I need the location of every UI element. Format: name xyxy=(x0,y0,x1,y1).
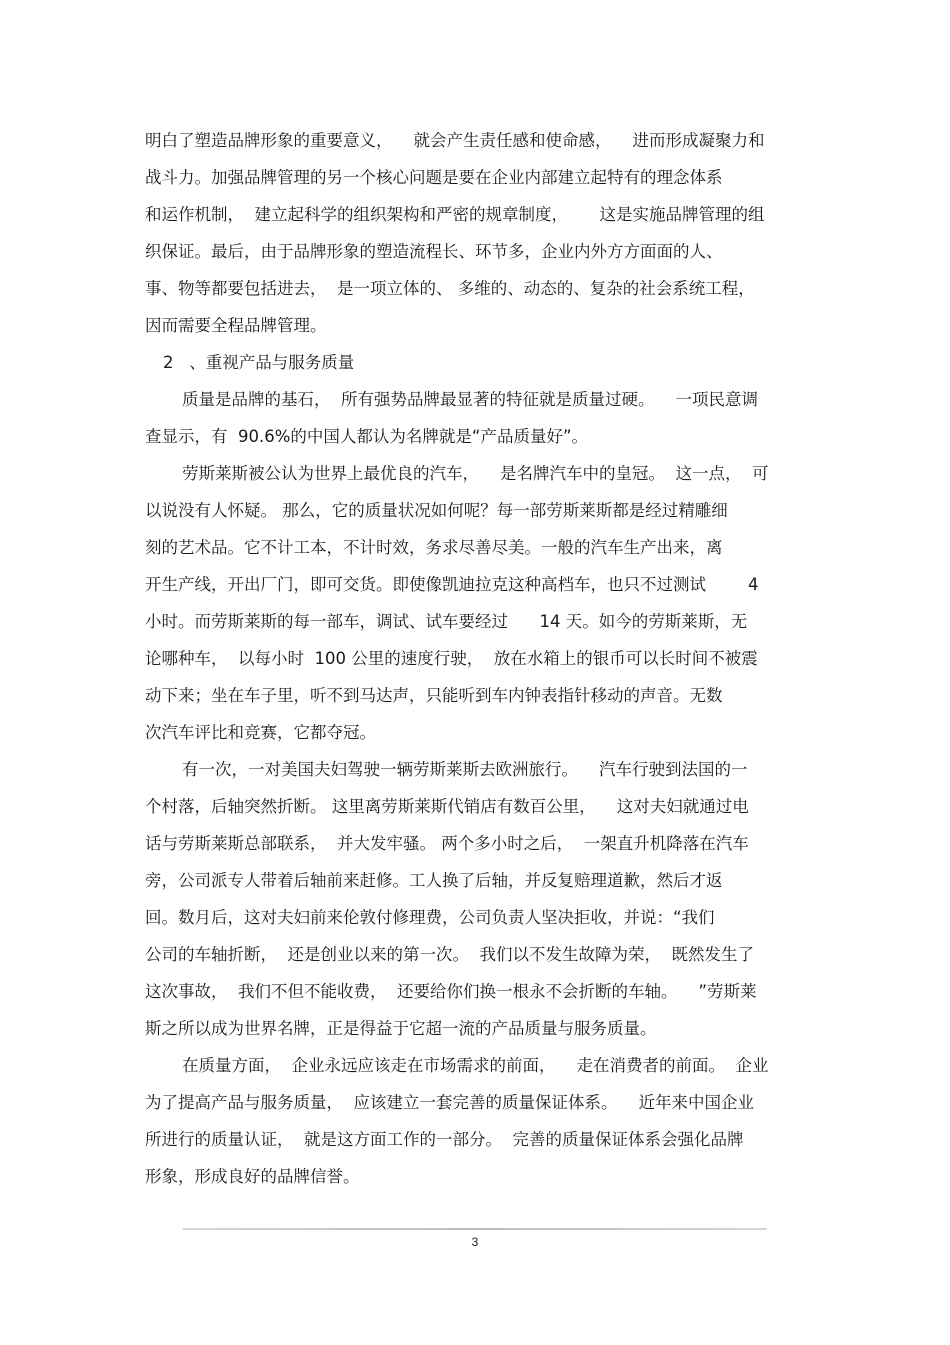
text-line: 次汽车评比和竞赛，它都夺冠。 xyxy=(145,723,376,742)
text-line: 因而需要全程品牌管理。 xyxy=(145,316,327,335)
text-line: 这次事故， 我们不但不能收费， 还要给你们换一根永不会折断的车轴。 ”劳斯莱 xyxy=(145,982,757,1001)
text-line: 旁，公司派专人带着后轴前来赶修。工人换了后轴，并反复赔理道歉，然后才返 xyxy=(145,871,723,890)
text-line: 战斗力。加强品牌管理的另一个核心问题是要在企业内部建立起特有的理念体系 xyxy=(145,168,723,187)
footer-divider xyxy=(183,1228,767,1230)
text-line: 在质量方面， 企业永远应该走在市场需求的前面， 走在消费者的前面。 企业 xyxy=(182,1056,769,1075)
text-line: 公司的车轴折断， 还是创业以来的第一次。 我们以不发生故障为荣， 既然发生了 xyxy=(145,945,754,964)
text-line: 开生产线，开出厂门，即可交货。即使像凯迪拉克这种高档车，也只不过测试 4 xyxy=(145,575,759,594)
text-line: 形象，形成良好的品牌信誉。 xyxy=(145,1167,360,1186)
text-line: 劳斯莱斯被公认为世界上最优良的汽车， 是名牌汽车中的皇冠。 这一点， 可 xyxy=(182,464,769,483)
text-line: 所进行的质量认证， 就是这方面工作的一部分。 完善的质量保证体系会强化品牌 xyxy=(145,1130,744,1149)
body-text xyxy=(145,122,810,1195)
text-line: 个村落，后轴突然折断。 这里离劳斯莱斯代销店有数百公里， 这对夫妇就通过电 xyxy=(145,797,749,816)
text-line: 织保证。最后，由于品牌形象的塑造流程长、环节多，企业内外方方面面的人、 xyxy=(145,242,723,261)
text-line: 质量是品牌的基石， 所有强势品牌最显著的特征就是质量过硬。 一项民意调 xyxy=(182,390,758,409)
text-line: 为了提高产品与服务质量， 应该建立一套完善的质量保证体系。 近年来中国企业 xyxy=(145,1093,754,1112)
page-number: 3 xyxy=(471,1235,479,1249)
text-line: 有一次，一对美国夫妇驾驶一辆劳斯莱斯去欧洲旅行。 汽车行驶到法国的一 xyxy=(182,760,748,779)
text-line: 话与劳斯莱斯总部联系， 并大发牢骚。 两个多小时之后， 一架直升机降落在汽车 xyxy=(145,834,749,853)
text-line: 以说没有人怀疑。 那么，它的质量状况如何呢？每一部劳斯莱斯都是经过精雕细 xyxy=(145,501,728,520)
text-line: 和运作机制， 建立起科学的组织架构和严密的规章制度， 这是实施品牌管理的组 xyxy=(145,205,765,224)
text-line: 论哪种车， 以每小时 100 公里的速度行驶， 放在水箱上的银币可以长时间不被震 xyxy=(145,649,758,668)
text-line: 回。数月后，这对夫妇前来伦敦付修理费，公司负责人坚决拒收，并说：“我们 xyxy=(145,908,715,927)
text-line: 动下来；坐在车子里，听不到马达声，只能听到车内钟表指针移动的声音。无数 xyxy=(145,686,723,705)
text-line: 查显示，有 90.6%的中国人都认为名牌就是“产品质量好”。 xyxy=(145,427,589,446)
text-line: 斯之所以成为世界名牌，正是得益于它超一流的产品质量与服务质量。 xyxy=(145,1019,657,1038)
text-line: 刻的艺术品。它不计工本，不计时效，务求尽善尽美。一般的汽车生产出来，离 xyxy=(145,538,723,557)
text-line: 明白了塑造品牌形象的重要意义， 就会产生责任感和使命感， 进而形成凝聚力和 xyxy=(145,131,765,150)
text-line: 事、物等都要包括进去， 是一项立体的、 多维的、动态的、复杂的社会系统工程， xyxy=(145,279,755,298)
section-heading: 2 、重视产品与服务质量 xyxy=(163,353,355,372)
text-line: 小时。而劳斯莱斯的每一部车，调试、试车要经过 14 天。如今的劳斯莱斯，无 xyxy=(145,612,748,631)
